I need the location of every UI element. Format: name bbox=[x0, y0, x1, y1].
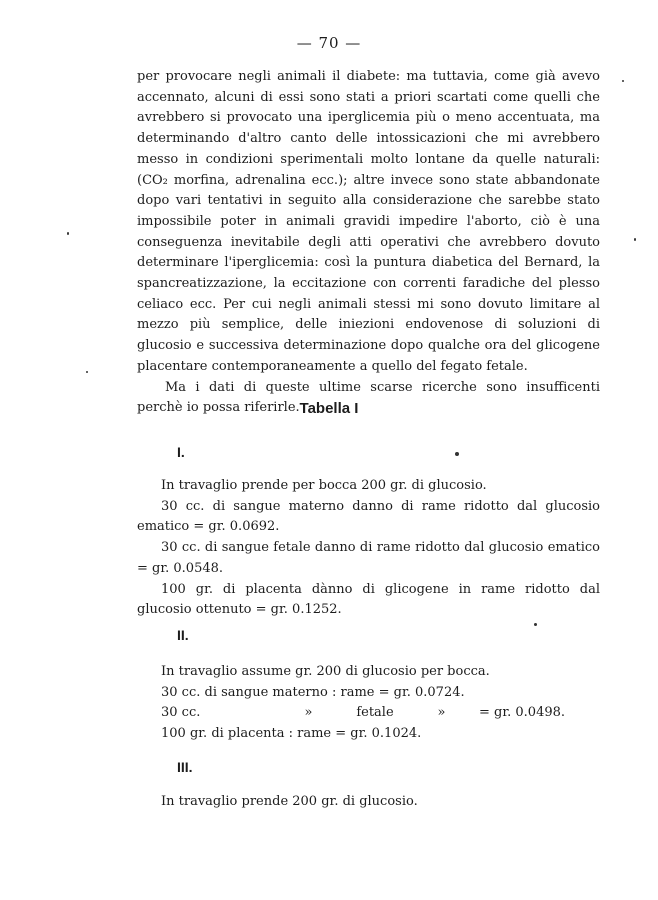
scan-speck bbox=[455, 452, 459, 456]
section-3-body bbox=[137, 792, 600, 813]
page-number: — 70 — bbox=[296, 34, 362, 52]
section-heading-2: II. bbox=[177, 627, 189, 643]
fetal-row-cell: fetale bbox=[356, 705, 394, 721]
paragraph: Ma i dati di queste ultime scarse ricerche sono insufficenti perchè io possa riferirle. bbox=[137, 379, 600, 416]
ditto-mark: » bbox=[304, 705, 313, 721]
section-line: 100 gr. di placenta dànno di glicogene in rame ridotto dal glucosio ottenuto = gr. 0.1252. bbox=[137, 581, 600, 618]
section-line: 30 cc. di sangue materno danno di rame ridotto dal glucosio ematico = gr. 0.0692. bbox=[137, 498, 600, 535]
section-line: In travaglio prende per bocca 200 gr. di glucosio. bbox=[161, 478, 487, 493]
section-1-body bbox=[137, 476, 600, 621]
table-title: Tabella I bbox=[299, 400, 359, 417]
section-line: In travaglio prende 200 gr. di glucosio. bbox=[161, 794, 418, 809]
ditto-mark: » bbox=[437, 705, 446, 721]
scan-speck bbox=[622, 80, 624, 82]
fetal-row-cell: = gr. 0.0498. bbox=[479, 705, 566, 721]
paragraph: per provocare negli animali il diabete: ma tuttavia, come già avevo accennato, alcuni di essi sono stati a priori scartati come quelli che avrebbero si provocato una iperglicemia più o meno accentuata, ma determinando d'altro canto delle intossicazioni che mi avrebbero messo in condizioni sperimentali molto lontane da quelle naturali: (CO₂ morfina, adrenalina ecc.); altre invece sono state abbandonate dopo vari tentativi in seguito alla considerazione che sarebbe stato impossibile poter in animali gravidi impedire l'aborto, ciò è una conseguenza inevitabile degli atti operativi che avrebbero dovuto determinare l'iperglicemia: così la puntura diabetica del Bernard, la spancreatizzazione, la eccitazione con correnti faradiche del plesso celiaco ecc. Per cui negli animali stessi mi sono dovuto limitare al mezzo più semplice, delle iniezioni endovenose di soluzioni di glucosio e successiva determinazione dopo qualche ora del glicogene placentare contemporaneamente a quello del fegato fetale. bbox=[137, 69, 600, 374]
section-line: 30 cc. di sangue fetale danno di rame ridotto dal glucosio ematico = gr. 0.0548. bbox=[137, 540, 600, 576]
intro-text bbox=[137, 67, 600, 419]
section-heading-3: III. bbox=[177, 759, 193, 775]
scan-speck bbox=[634, 238, 636, 241]
section-heading-1: I. bbox=[177, 444, 185, 460]
section-line: 30 cc. di sangue materno : rame = gr. 0.0724. bbox=[161, 684, 465, 700]
scan-speck bbox=[534, 623, 537, 626]
scan-speck bbox=[86, 371, 88, 373]
section-line: In travaglio assume gr. 200 di glucosio per bocca. bbox=[161, 664, 490, 679]
section-line: 100 gr. di placenta : rame = gr. 0.1024. bbox=[161, 726, 422, 742]
section-2-body bbox=[137, 662, 600, 745]
fetal-row-cell: 30 cc. bbox=[161, 705, 201, 721]
scan-speck bbox=[67, 232, 69, 235]
fetal-row bbox=[137, 703, 600, 724]
